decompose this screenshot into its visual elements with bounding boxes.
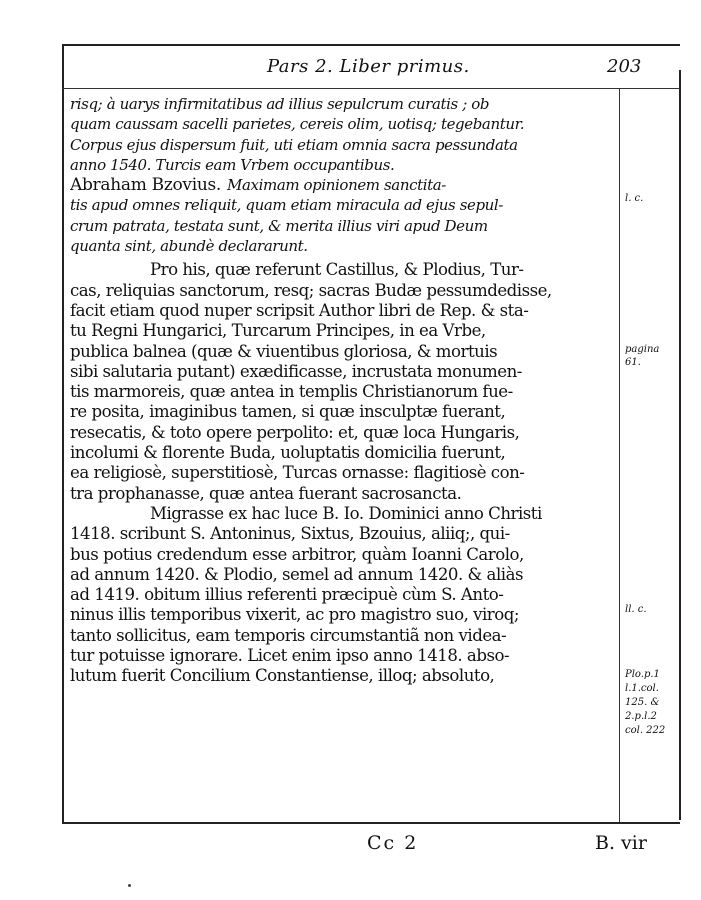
text-line: tanto sollicitus, eam temporis circumstantiã non videa-	[70, 625, 507, 645]
header-rule	[62, 88, 680, 89]
text-line: tis apud omnes reliquit, quam etiam miracula ad ejus sepul-	[70, 196, 503, 215]
text-line: publica balnea (quæ & viuentibus gloriosa, & mortuis	[70, 341, 498, 361]
text-line: tu Regni Hungarici, Turcarum Principes, in ea Vrbe,	[70, 321, 486, 341]
text-line: 1418. scribunt S. Antoninus, Sixtus, Bzouius, aliiq;, qui-	[70, 524, 510, 544]
frame-rule-top	[62, 44, 680, 46]
catchword: B. vir	[595, 832, 647, 854]
text-line: cas, reliquias sanctorum, resq; sacras Budæ pessumdedisse,	[70, 280, 552, 300]
text-line: tis marmoreis, quæ antea in templis Christianorum fue-	[70, 382, 513, 402]
text-line: Migrasse ex hac luce B. Io. Dominici anno Christi	[150, 503, 542, 523]
text-line: facit etiam quod nuper scripsit Author libri de Rep. & sta-	[70, 300, 529, 320]
text-line: ea religiosè, superstitiosè, Turcas ornasse: flagitiosè con-	[70, 463, 525, 483]
body-text	[70, 94, 616, 687]
text-line: lutum fuerit Concilium Constantiense, illoq; absoluto,	[70, 666, 495, 686]
text-line: Corpus ejus dispersum fuit, uti etiam omnia sacra pessundata	[70, 135, 518, 154]
frame-rule-right	[679, 70, 681, 820]
text-line: risq; à uarys infirmitatibus ad illius sepulcrum curatis ; ob	[70, 95, 490, 113]
margin-note: 2.p.l.2	[625, 711, 657, 722]
text-line: tra prophanasse, quæ antea fuerant sacrosancta.	[70, 483, 462, 503]
text-line: quam caussam sacelli parietes, cereis olim, uotisq; tegebantur.	[70, 115, 525, 134]
text-line-content: Maximam opinionem sanctita-	[227, 176, 446, 195]
author-name: Abraham Bzovius.	[70, 175, 222, 196]
text-line: quanta sint, abundè declararunt.	[70, 237, 308, 256]
ink-speck	[128, 884, 131, 887]
page-header	[62, 50, 680, 86]
text-line: ad 1419. obitum illius referenti præcipuè cùm S. Anto-	[70, 585, 504, 605]
text-line: ad annum 1420. & Plodio, semel ad annum 1420. & aliàs	[70, 564, 523, 584]
text-line: crum patrata, testata sunt, & merita illius viri apud Deum	[70, 216, 488, 235]
text-line: sibi salutaria putant) exædificasse, incrustata monumen-	[70, 361, 522, 381]
margin-note: 61.	[625, 357, 641, 368]
text-line: incolumi & florente Buda, uoluptatis domicilia fuerunt,	[70, 443, 506, 463]
text-line: ninus illis temporibus vixerit, ac pro magistro suo, viroq;	[70, 605, 519, 625]
text-line: re posita, imaginibus tamen, si quæ insculptæ fuerant,	[70, 402, 506, 422]
signature-mark: Cc 2	[367, 832, 419, 854]
margin-note: pagina	[625, 344, 660, 355]
margin-note: ll. c.	[625, 604, 647, 615]
margin-column-rule	[619, 88, 620, 822]
frame-rule-bottom	[62, 822, 680, 824]
margin-note: l.1.col.	[625, 683, 659, 694]
margin-note: 125. &	[625, 697, 660, 708]
text-line: bus potius credendum esse arbitror, quàm Ioanni Carolo,	[70, 544, 524, 564]
page-footer	[62, 830, 680, 860]
text-line: tur potuisse ignorare. Licet enim ipso anno 1418. abso-	[70, 646, 510, 666]
text-line	[70, 175, 616, 195]
margin-note: Plo.p.1	[625, 669, 660, 680]
margin-note: l. c.	[625, 193, 644, 204]
text-line: resecatis, & toto opere perpolito: et, quæ loca Hungaris,	[70, 422, 520, 442]
page-number: 203	[607, 56, 642, 77]
margin-note: col. 222	[625, 725, 666, 736]
frame-rule-left	[62, 44, 64, 824]
text-line: anno 1540. Turcis eam Vrbem occupantibus.	[70, 155, 395, 174]
text-line: Pro his, quæ referunt Castillus, & Plodius, Tur-	[150, 260, 524, 280]
running-head: Pars 2. Liber primus.	[267, 56, 470, 77]
